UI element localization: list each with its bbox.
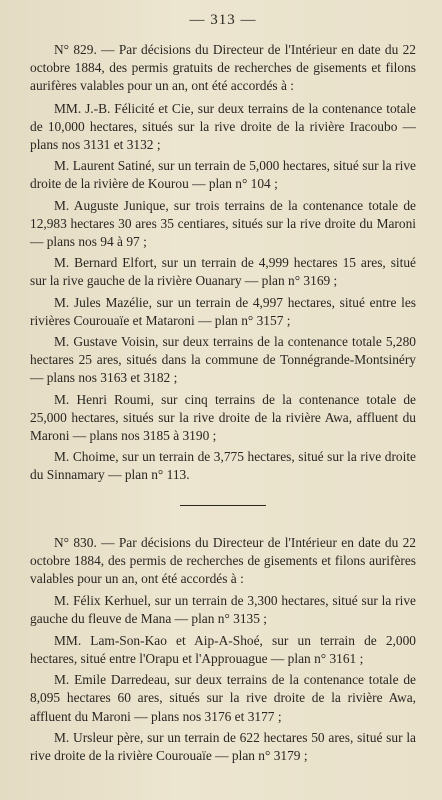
page-number: — 313 — xyxy=(189,12,257,28)
section-divider xyxy=(180,505,266,506)
permit-entry: M. Henri Roumi, sur cinq terrains de la contenance totale de 25,000 hectares, situés sur la rive droite de la rivière Awa, affluent du Maroni — plans nos 3185 à 3190 ; xyxy=(30,391,416,444)
section-830 xyxy=(30,534,416,765)
permit-entry: M. Bernard Elfort, sur un terrain de 4,999 hectares 15 ares, situé sur la rive gauche de la rivière Ouanary — plan n° 3169 ; xyxy=(30,255,416,289)
permit-entry: M. Jules Mazélie, sur un terrain de 4,997 hectares, situé entre les rivières Courouaïe et Mataroni — plan n° 3157 ; xyxy=(30,294,416,328)
permit-entry: MM. J.-B. Félicité et Cie, sur deux terrains de la contenance totale de 10,000 hectares, situés sur la rive droite de la rivière Iracoubo — plans nos 3131 et 3132 ; xyxy=(30,100,416,153)
permit-entry: M. Laurent Satiné, sur un terrain de 5,000 hectares, situé sur la rive droite de la rivière de Kourou — plan n° 104 ; xyxy=(30,158,416,192)
section-829 xyxy=(30,41,416,485)
permit-entry: M. Félix Kerhuel, sur un terrain de 3,300 hectares, situé sur la rive gauche du fleuve de Mana — plan n° 3135 ; xyxy=(30,593,416,627)
permit-entry: M. Ursleur père, sur un terrain de 622 hectares 50 ares, situé sur la rive droite de la rivière Courouaïe — plan n° 3179 ; xyxy=(30,729,416,763)
section-intro: N° 830. — Par décisions du Directeur de l'Intérieur en date du 22 octobre 1884, des permis de recherches de gisements et filons aurifères valables pour un an, ont été accordés à : xyxy=(30,534,416,587)
permit-entry: MM. Lam-Son-Kao et Aip-A-Shoé, sur un terrain de 2,000 hectares, situé entre l'Orapu et l'Approuague — plan n° 3161 ; xyxy=(30,632,416,666)
permit-entry: M. Auguste Junique, sur trois terrains de la contenance totale de 12,983 hectares 30 ares 35 centiares, situés sur la rive droite du Maroni — plans nos 94 à 97 ; xyxy=(30,197,416,250)
permit-entry: M. Emile Darredeau, sur deux terrains de la contenance totale de 8,095 hectares 60 ares, situés sur la rive droite de la rivière Awa, affluent du Maroni — plans nos 3176 et 3177 ; xyxy=(30,672,416,724)
section-intro: N° 829. — Par décisions du Directeur de l'Intérieur en date du 22 octobre 1884, des permis gratuits de recherches de gisements et filons aurifères valables pour un an, ont été accordés à : xyxy=(30,42,416,94)
permit-entry: M. Choime, sur un terrain de 3,775 hectares, situé sur la rive droite du Sinnamary — plan n° 113. xyxy=(30,449,416,483)
permit-entry: M. Gustave Voisin, sur deux terrains de la contenance totale 5,280 hectares 25 ares, situés dans la commune de Tonnégrande-Montsinéry — plans nos 3163 et 3182 ; xyxy=(30,334,416,386)
